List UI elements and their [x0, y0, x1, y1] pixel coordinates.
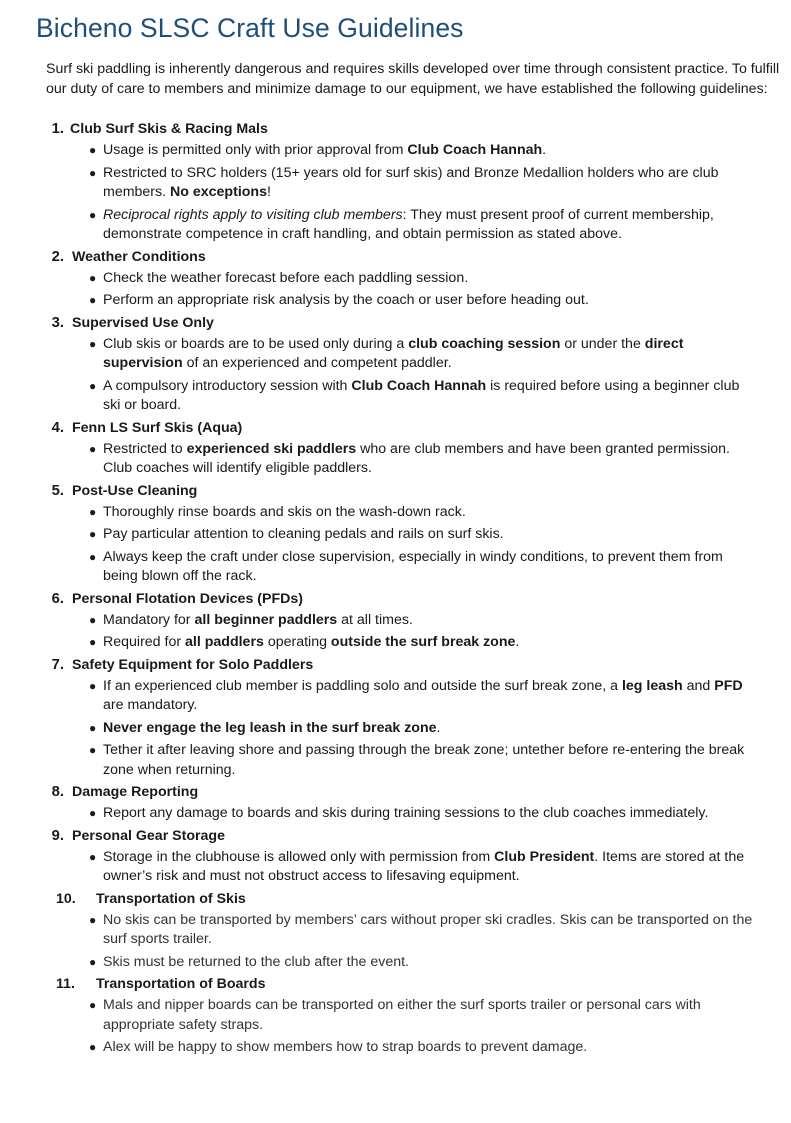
bullet-list	[36, 677, 779, 781]
section-title: Damage Reporting	[72, 784, 199, 800]
bullet-text: Report any damage to boards and skis during training sessions to the club coaches immediately.	[103, 805, 709, 821]
section-number: 6.	[51, 590, 64, 607]
text-run: and	[682, 677, 715, 694]
bold-text: Club Coach Hannah	[351, 377, 487, 394]
guideline-section	[36, 482, 779, 587]
section-number: 8.	[51, 784, 64, 800]
text-run: Club skis or boards are to be used only during a	[103, 335, 409, 352]
bullet-text	[103, 335, 753, 374]
section-number: 1.	[51, 121, 64, 137]
text-run: If an experienced club member is paddling solo and outside the surf break zone, a	[103, 677, 622, 694]
bold-text: No exceptions	[170, 184, 267, 200]
section-title: Club Surf Skis & Racing Mals	[70, 121, 268, 137]
text-run: A compulsory introductory session with	[103, 377, 352, 394]
bullet-item	[36, 996, 779, 1035]
italic-text: Reciprocal rights apply to visiting club members	[103, 206, 403, 223]
bullet-text	[103, 164, 753, 203]
text-run: Required for	[103, 634, 186, 650]
section-number: 2.	[51, 248, 64, 265]
bullet-item	[36, 525, 779, 545]
bullet-icon: ●	[89, 207, 97, 222]
text-run: !	[267, 184, 271, 200]
section-number: 4.	[51, 419, 64, 436]
bold-text: Club Coach Hannah	[407, 142, 543, 158]
bullet-icon: ●	[89, 743, 97, 757]
guideline-section	[36, 590, 779, 653]
bold-text: club coaching session	[408, 335, 561, 352]
bullet-item	[36, 164, 779, 203]
bullet-list	[36, 141, 779, 245]
bullet-icon: ●	[89, 165, 97, 180]
bullet-text: Perform an appropriate risk analysis by the coach or user before heading out.	[103, 292, 589, 308]
intro-paragraph: Surf ski paddling is inherently dangerous and requires skills developed over time through consistent practice. To fulfill our duty of care to members and minimize damage to our equipment, we have established the following guidelines:	[46, 61, 780, 97]
text-run: Restricted to	[103, 440, 187, 457]
text-run: Mandatory for	[103, 611, 195, 628]
bullet-text: Mals and nipper boards can be transported on either the surf sports trailer or personal cars with appropriate safety straps.	[103, 997, 701, 1033]
text-run: or under the	[560, 335, 645, 352]
text-run: .	[542, 142, 547, 158]
bullet-text	[103, 633, 753, 653]
bullet-list	[36, 804, 779, 824]
bold-text: Club President	[494, 848, 595, 865]
bullet-list	[36, 996, 779, 1058]
section-number: 11.	[56, 976, 75, 992]
bullet-item	[36, 953, 779, 973]
section-title: Transportation of Boards	[96, 976, 266, 992]
section-title: Personal Flotation Devices (PFDs)	[72, 590, 303, 607]
guidelines-list	[36, 120, 779, 1058]
bullet-text: Thoroughly rinse boards and skis on the wash-down rack.	[103, 503, 466, 520]
section-number: 5.	[51, 482, 64, 499]
bullet-icon: ●	[89, 849, 97, 864]
bullet-item	[36, 741, 779, 780]
bullet-text: No skis can be transported by members’ cars without proper ski cradles. Skis can be transported on the surf sports trailer.	[103, 911, 753, 947]
bold-text: all paddlers	[185, 634, 264, 650]
bullet-text: Alex will be happy to show members how to strap boards to prevent damage.	[103, 1039, 588, 1055]
section-heading	[36, 890, 779, 909]
text-run: Restricted to SRC holders (15+ years old for surf skis) and Bronze Medallion holders who are club members.	[103, 164, 719, 200]
bullet-icon: ●	[89, 1040, 97, 1054]
text-run: Storage in the clubhouse is allowed only with permission from	[103, 848, 495, 865]
bullet-item	[36, 291, 779, 311]
bullet-item	[36, 804, 779, 824]
bullet-list	[36, 611, 779, 653]
bullet-item	[36, 677, 779, 716]
bullet-text: Always keep the craft under close supervision, especially in windy conditions, to prevent them from being blown off the rack.	[103, 548, 723, 584]
section-number: 9.	[51, 827, 64, 844]
bold-text: Never engage the leg leash in the surf break zone	[103, 719, 437, 736]
bullet-list	[36, 440, 779, 479]
section-title: Transportation of Skis	[96, 890, 246, 907]
bullet-icon: ●	[89, 612, 97, 627]
guideline-section	[36, 314, 779, 416]
text-run: of an experienced and competent paddler.	[182, 355, 452, 371]
section-title: Safety Equipment for Solo Paddlers	[72, 656, 314, 673]
bullet-item	[36, 633, 779, 653]
section-heading	[36, 248, 779, 267]
bold-text: experienced ski paddlers	[186, 440, 357, 457]
text-run: .	[515, 634, 520, 650]
bullet-item	[36, 440, 779, 479]
text-run: . Items are stored at the owner’s risk and must not obstruct access to lifesaving equipment.	[103, 848, 745, 884]
bullet-text: Check the weather forecast before each paddling session.	[103, 269, 469, 286]
text-run: who are club members and have been granted permission. Club coaches will identify eligible paddlers.	[103, 440, 730, 476]
section-number: 3.	[51, 314, 64, 331]
text-run: : They must present proof of current membership, demonstrate competence in craft handling, and obtain permission as stated above.	[103, 206, 714, 242]
bullet-text: Tether it after leaving shore and passing through the break zone; untether before re-entering the break zone when returning.	[103, 742, 745, 778]
bullet-item	[36, 911, 779, 950]
section-heading	[36, 827, 779, 846]
bullet-item	[36, 269, 779, 289]
bullet-icon: ●	[89, 912, 97, 927]
text-run: operating	[263, 634, 331, 650]
page-title: Bicheno SLSC Craft Use Guidelines	[36, 13, 464, 43]
bullet-item	[36, 548, 779, 587]
bullet-icon: ●	[89, 293, 97, 307]
bullet-icon: ●	[89, 504, 97, 519]
bullet-item	[36, 611, 779, 631]
bullet-item	[36, 206, 779, 245]
bullet-item	[36, 141, 779, 161]
bullet-icon: ●	[89, 270, 97, 285]
section-heading	[36, 419, 779, 438]
section-heading	[36, 975, 779, 994]
bullet-text	[103, 206, 753, 245]
bullet-icon: ●	[89, 441, 97, 456]
bullet-text	[103, 440, 753, 479]
bullet-item	[36, 335, 779, 374]
bullet-text	[103, 719, 753, 739]
bullet-icon: ●	[89, 143, 97, 157]
text-run: at all times.	[337, 611, 413, 628]
text-run: is required before using a beginner club ski or board.	[103, 377, 740, 413]
bullet-icon: ●	[89, 635, 97, 649]
guideline-section	[36, 120, 779, 245]
bullet-item	[36, 1038, 779, 1058]
section-heading	[36, 120, 779, 139]
bullet-icon: ●	[89, 527, 97, 541]
bullet-icon: ●	[89, 954, 97, 969]
section-heading	[36, 783, 779, 802]
bold-text: direct supervision	[103, 335, 684, 371]
guideline-section	[36, 783, 779, 824]
bullet-text	[103, 677, 753, 716]
bullet-list	[36, 269, 779, 311]
bullet-text: Pay particular attention to cleaning pedals and rails on surf skis.	[103, 526, 504, 542]
section-title: Supervised Use Only	[72, 314, 214, 331]
bullet-text: Skis must be returned to the club after the event.	[103, 953, 409, 970]
section-title: Post-Use Cleaning	[72, 482, 198, 499]
bullet-icon: ●	[89, 549, 97, 564]
section-title: Personal Gear Storage	[72, 827, 225, 844]
bullet-icon: ●	[89, 336, 97, 351]
bold-text: PFD	[714, 677, 743, 694]
text-run: .	[436, 719, 441, 736]
bullet-text	[103, 611, 753, 631]
bullet-list	[36, 911, 779, 973]
bullet-icon: ●	[89, 678, 97, 693]
bullet-item	[36, 848, 779, 887]
bullet-item	[36, 719, 779, 739]
guideline-section	[36, 248, 779, 311]
bullet-item	[36, 377, 779, 416]
text-run: are mandatory.	[103, 697, 198, 713]
bold-text: outside the surf break zone	[330, 634, 516, 650]
section-heading	[36, 314, 779, 333]
section-heading	[36, 482, 779, 501]
guideline-section	[36, 890, 779, 973]
section-number: 7.	[51, 656, 64, 673]
bullet-icon: ●	[89, 720, 97, 735]
bullet-text	[103, 377, 753, 416]
section-heading	[36, 590, 779, 609]
guideline-section	[36, 656, 779, 781]
bullet-icon: ●	[89, 378, 97, 393]
guideline-section	[36, 827, 779, 887]
section-title: Weather Conditions	[72, 248, 206, 265]
bullet-icon: ●	[89, 806, 97, 820]
bullet-item	[36, 503, 779, 523]
guideline-section	[36, 975, 779, 1058]
text-run: Usage is permitted only with prior approval from	[103, 142, 408, 158]
bullet-list	[36, 335, 779, 416]
bullet-text	[103, 848, 753, 887]
section-title: Fenn LS Surf Skis (Aqua)	[72, 419, 243, 436]
bullet-icon: ●	[89, 998, 97, 1012]
bullet-list	[36, 503, 779, 587]
section-number: 10.	[56, 890, 76, 907]
guideline-section	[36, 419, 779, 479]
bullet-text	[103, 141, 753, 161]
section-heading	[36, 656, 779, 675]
bullet-list	[36, 848, 779, 887]
bold-text: all beginner paddlers	[194, 611, 338, 628]
bold-text: leg leash	[621, 677, 683, 694]
